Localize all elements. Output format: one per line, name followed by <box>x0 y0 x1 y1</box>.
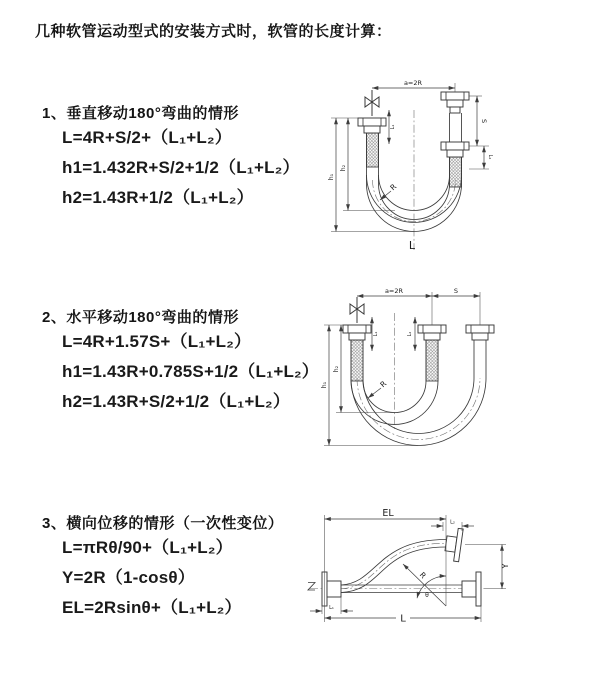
section-vertical-180 <box>42 102 300 213</box>
section-3-formula-EL: EL=2Rsinθ+（L₁+L₂） <box>62 598 242 617</box>
dim-label-h2: h₂ <box>340 164 347 172</box>
diagram-horizontal-180-bend <box>298 281 593 461</box>
dim-label-el: EL <box>382 508 394 519</box>
dim-label-h1: h₁ <box>321 381 328 389</box>
page-title: 几种软管运动型式的安装方式时，软管的长度计算： <box>35 23 392 40</box>
hose-fittings <box>343 325 494 340</box>
dimension-el <box>325 508 447 622</box>
hose-u-bends <box>351 340 486 446</box>
radius-label: R <box>388 182 399 193</box>
section-1-formula-h2: h2=1.43R+1/2（L₁+L₂） <box>62 188 254 207</box>
dimension-a2r <box>372 79 455 92</box>
diagram-lateral-displacement <box>300 502 600 667</box>
dimension-s <box>469 96 489 146</box>
dim-label-l1: L₁ <box>329 605 334 611</box>
top-right-flange-fitting <box>444 527 463 562</box>
section-2-heading: 2、水平移动180°弯曲的情形 <box>42 309 239 326</box>
right-flange-fitting <box>462 572 481 606</box>
section-1-formula-h1: h1=1.432R+S/2+1/2（L₁+L₂） <box>62 158 300 177</box>
section-1-formula-L: L=4R+S/2+（L₁+L₂） <box>62 128 232 147</box>
dimension-l2 <box>431 520 474 532</box>
dimension-h1 <box>321 325 419 446</box>
radius-callout <box>368 379 388 398</box>
hose-displaced-position <box>341 540 446 593</box>
dim-label-l1: L₁ <box>390 124 396 130</box>
section-lateral-displacement <box>42 512 283 623</box>
radius-callout <box>380 182 398 200</box>
section-3-formula-L: L=πRθ/90+（L₁+L₂） <box>62 538 233 557</box>
section-horizontal-180 <box>42 306 319 417</box>
dimension-s <box>432 287 480 325</box>
dim-label-a2r: a=2R <box>384 287 404 295</box>
dimension-l1 <box>310 597 353 614</box>
centerlines <box>373 110 456 250</box>
dimension-l2 <box>407 317 415 351</box>
length-label: L <box>408 239 416 252</box>
valve-icon <box>350 297 364 323</box>
dim-label-l2: L₂ <box>407 331 413 337</box>
dim-label-h1: h₁ <box>328 173 335 181</box>
dim-label-l1: L₁ <box>373 331 379 337</box>
radius-label: R <box>417 570 428 581</box>
dim-label-l2: L₂ <box>450 519 455 526</box>
dim-label-s: S <box>453 287 459 295</box>
dimension-l2 <box>469 146 493 169</box>
dim-label-a2r: a=2R <box>403 79 423 87</box>
valve-icon <box>365 90 379 116</box>
dim-label-s: S <box>480 118 488 124</box>
section-3-formula-Y: Y=2R（1-cosθ） <box>62 568 195 587</box>
dim-label-y: Y <box>501 563 510 569</box>
dim-label-l: L <box>400 613 406 625</box>
section-1-heading: 1、垂直移动180°弯曲的情形 <box>42 105 239 122</box>
diagram-vertical-180-bend <box>303 72 573 262</box>
angle-label: θ <box>425 592 429 599</box>
radius-label: R <box>378 379 389 390</box>
dim-label-l2: L₂ <box>487 154 493 160</box>
dim-label-h2: h₂ <box>333 365 340 373</box>
section-2-formula-h1: h1=1.43R+0.785S+1/2（L₁+L₂） <box>62 362 319 381</box>
dimension-l <box>325 606 482 625</box>
section-2-formula-L: L=4R+1.57S+（L₁+L₂） <box>62 332 252 351</box>
section-3-heading: 3、横向位移的情形（一次性变位） <box>42 515 284 532</box>
dimension-l1 <box>389 110 396 144</box>
left-flange-fitting <box>322 572 341 606</box>
dimension-l1 <box>372 317 379 351</box>
section-2-formula-h2: h2=1.43R+S/2+1/2（L₁+L₂） <box>62 392 291 411</box>
